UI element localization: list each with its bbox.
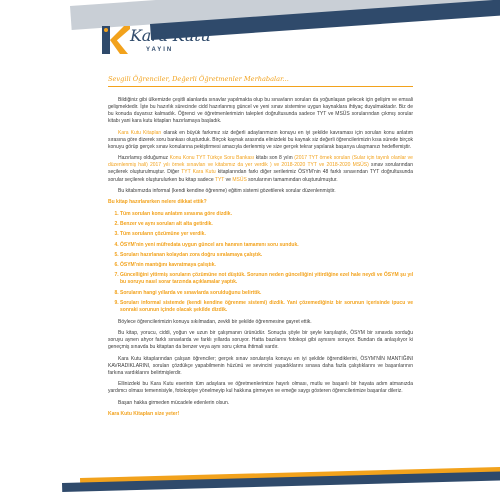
list-intro: Bu kitabımızda informal (kendi kendine öğrenme) eğitim sistemi gözetilerek sorular düzenlenmiştir. bbox=[118, 187, 336, 194]
body-text: sınav sorularından seçilerek oluşturulmuştur. Diğer bbox=[108, 162, 413, 176]
feature-item: 6. ÖSYM’nin mantığını kavratmaya çalıştık. bbox=[120, 262, 413, 269]
intro-paragraphs bbox=[108, 97, 413, 184]
highlighted-text: Kara Kutu Kitapları bbox=[118, 129, 162, 136]
tagline-divider bbox=[108, 86, 413, 87]
feature-item: 9. Soruları informal sistemde (kendi kendine öğrenme sistemi) dizdik. Yani çözemediğiniz bir sorunun içerisinde ipucu ve sonraki sorunun içinde olacak şekilde dizdik. bbox=[120, 300, 413, 314]
kara-kutu-logo-icon bbox=[98, 24, 130, 56]
brand-logo bbox=[98, 24, 218, 58]
feature-item: 7. Güncelliğini yitirmiş soruların çözümüne not düştük. Sorunun neden güncelliğini yitirdiğine ezel hale neydi ve ÖSYM şu yıl bu soruyu nasıl sorar tarzında açıklamalar yaptık. bbox=[120, 272, 413, 286]
brand-sub: YAYIN bbox=[146, 47, 174, 53]
body-paragraph: Başarı hakka girmeden mücadele edenlerin olsun. bbox=[118, 399, 230, 406]
body-text: sorularının tamamından oluşturulmuştur. bbox=[246, 176, 338, 183]
highlighted-text: (2017 TYT örnek soruları (Sular için tayınlı olanlar ve düzenlenmiş hali) 2017 yılı örnek sınavları ve kitabımız da yer verdik ) ve 2018-2020 TYT ve 2018-2020 MSÜS) bbox=[108, 155, 413, 169]
body-paragraph: Böylece öğrencilerimizin konuyu sıkılmadan, zevkli bir şekilde öğrenmesine gayret ettik. bbox=[118, 318, 312, 325]
closing-line: Kara Kutu Kitapları size yeter! bbox=[108, 411, 180, 418]
feature-item: 3. Tüm soruların çözümüne yer verdik. bbox=[120, 231, 413, 238]
highlighted-text: TYT Kara Kutu bbox=[181, 169, 216, 176]
list-lead: Bu kitap hazırlanırken nelere dikkat ettik? bbox=[108, 199, 207, 206]
feature-item: 1. Tüm soruları konu anlatım sırasına göre dizdik. bbox=[120, 211, 413, 218]
closing-paragraphs bbox=[108, 319, 413, 407]
body-paragraph: Ellinizdeki bu Kara Kutu eserinin tüm adaylara ve öğretmenlerimize hayırlı olması, mutlu ve başarılı bir hayata adım atmanızda yardımcı olması temennisiyle, fotokopiye yönelmeyip kul hakkına girmeyen ve emeğe saygı gösteren öğrencilerimize başarılar dileriz. bbox=[108, 381, 413, 395]
features-list bbox=[108, 211, 413, 315]
feature-item: 4. ÖSYM’nin yeni müfredata uygun güncel ars hanının tamamını soru sunduk. bbox=[120, 242, 413, 249]
body-text: kitaplarından farkı diğer serilerimiz ÖSYM’nin 48 farklı sınavından TYT doğrultusunda sorular seçilerek oluşturulurken bu kitap sadece bbox=[108, 169, 413, 183]
greeting-tagline: Sevgili Öğrenciler, Değerli Öğretmenler Merhabalar... bbox=[108, 75, 289, 83]
body-text: ve bbox=[224, 176, 233, 183]
body-text: Bildiğiniz gibi ülkemizde çeşitli alanlarda sınavlar yapılmakta olup bu sınavların soruları da yoğunlaşan gelecek için gelişim ve emsali gelişmektedir. İşte bu hazırlık sürecinde cidd hazırlanmış güncel ve yeni sınav sistemine uygun kaynaklara ihtiyaç duyulmaktadır. Biz de bu konuda duyarsız kalmadık. Öğrenci ve öğretmenlerimizin talepleri doğrultusunda sadece TYT ve MSÜS sorularından çıkmış sorular kitabı yani kara kutu kitapları hazırlamaya başladık. bbox=[108, 97, 413, 125]
feature-item: 8. Soruların hangi yıllarda ve sınavlarda sorulduğunu belirttik. bbox=[120, 290, 413, 297]
highlighted-text: MSÜS bbox=[232, 176, 247, 183]
intro-paragraph bbox=[108, 130, 413, 151]
body-paragraph: Bu kitap, yorucu, ciddi, yoğun ve uzun bir çalışmanın ürünüdür. Sonuçta şöyle bir şeyle karşılaştık, ÖSYM bir sınavda sorduğu soruyu aynen ahyor farklı sınavlarda ve farklı yıllarda soruyor. Hatta bazılarını fotokopi gibi aynısını soruyor. Bundan da anlaşılıyor ki geneçmiş sınavda bu kitaptan da benzer veya aynı soru çıkma ihtimali vardır. bbox=[108, 330, 413, 351]
highlighted-text: Konu Konu TYT Türkçe Soru Bankası bbox=[169, 155, 255, 162]
highlighted-text: TYT bbox=[214, 176, 225, 183]
preface-body bbox=[108, 97, 413, 423]
brand-name: Kara Kutu bbox=[130, 26, 211, 45]
feature-item: 5. Soruları hazırlanan kolaydan zora doğru sıralamaya çalıştık. bbox=[120, 252, 413, 259]
body-paragraph: Kara Kutu kitaplarından çalışan öğrenciler; gerçek sınav sorularıyla konuyu en iyi şekilde öğrendiklerini, ÖSYM’NİN MANTIĞINI KAVRADIKLARINI, soruları çözdükçe yapabilmenin hüzünü ve sevincini yaşadıklarını sınava daha fazla çalıştıklarını ve başarılarının farkına vardıklarını belirtmişlerdir. bbox=[108, 355, 413, 376]
intro-paragraph bbox=[108, 97, 413, 125]
intro-paragraph bbox=[108, 155, 413, 183]
feature-item: 2. Benzer ve aynı soruları alt alta getirdik. bbox=[120, 221, 413, 228]
body-text: kitabı son 8 yılın bbox=[254, 155, 295, 162]
body-text: olarak en büyük farkımız siz değerli adaylarımızın konuyu en iyi şekilde kavraması için soruları konu anlatım sırasına göre dizerek soru bankası oluşturduk. Birçok kaynak arasında elinizdeki bu kaynak siz değerli öğrencilerimizin kısa sürede birçok konuyu görüp gerçek sınav konularına pekiştirmesi amacıyla derlenmiş ve size gerçek tekrar yapılarak başarıya ulaşmanızı hedeflemiştir. bbox=[108, 129, 413, 150]
body-text: Hazırlamış olduğumuz bbox=[118, 155, 170, 162]
